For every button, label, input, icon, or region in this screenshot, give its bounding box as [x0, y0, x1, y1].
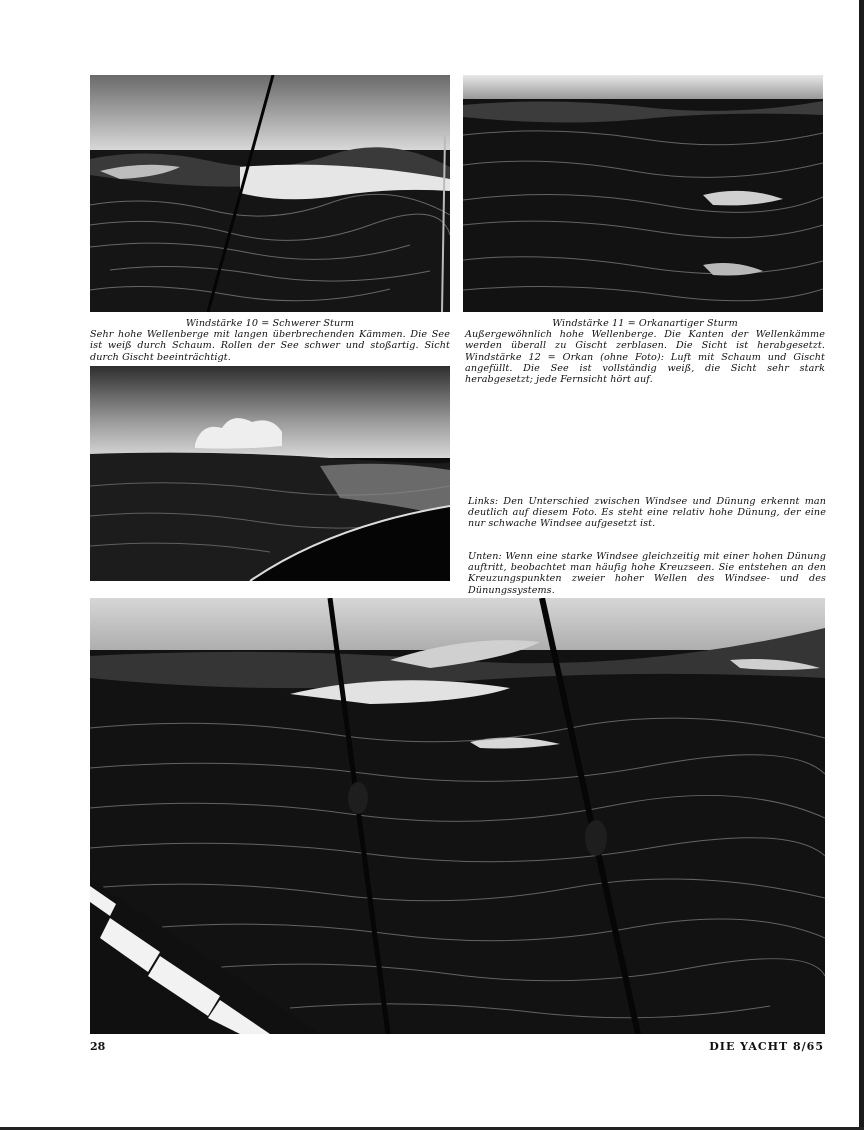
caption-text: Sehr hohe Wellenberge mit langen überbrechenden Kämmen. Die See ist weiß durch Schaum. Rollen der See schwer und stoßartig. Sicht durch Gischt beeinträchtigt.	[90, 329, 450, 363]
photo-storm-force-10	[90, 75, 450, 312]
photo-cross-seas	[90, 598, 825, 1034]
caption-title: Windstärke 10 = Schwerer Sturm	[185, 318, 355, 329]
caption-title: Windstärke 11 = Orkanartiger Sturm	[552, 318, 738, 329]
page-number: 28	[90, 1040, 106, 1053]
photo-windsea-and-swell	[90, 366, 450, 581]
caption-left-photo: Links: Den Unterschied zwischen Windsee und Dünung erkennt man deutlich auf diesem Foto. Es steht eine relativ hohe Dünung, der eine nur schwache Windsee aufgesetzt ist.	[468, 496, 826, 530]
caption-bottom-photo: Unten: Wenn eine starke Windsee gleichzeitig mit einer hohen Dünung auftritt, beobachtet man häufig hohe Kreuzseen. Sie entstehen an den Kreuzungspunkten zweier hoher Wellen des Windsee- und des Dünungssystems.	[468, 551, 826, 596]
magazine-issue: DIE YACHT 8/65	[709, 1040, 824, 1053]
caption-storm-force-10	[90, 318, 450, 363]
caption-text: Außergewöhnlich hohe Wellenberge. Die Kanten der Wellenkämme werden überall zu Gischt zerblasen. Die Sicht ist herabgesetzt. Windstärke 12 = Orkan (ohne Foto): Luft mit Schaum und Gischt angefüllt. Die See ist vollständig weiß, die Sicht sehr stark herabgesetzt; jede Fernsicht hört auf.	[465, 329, 825, 386]
page-edge-right	[859, 0, 864, 1130]
caption-storm-force-11	[465, 318, 825, 385]
photo-storm-force-11	[463, 75, 823, 312]
